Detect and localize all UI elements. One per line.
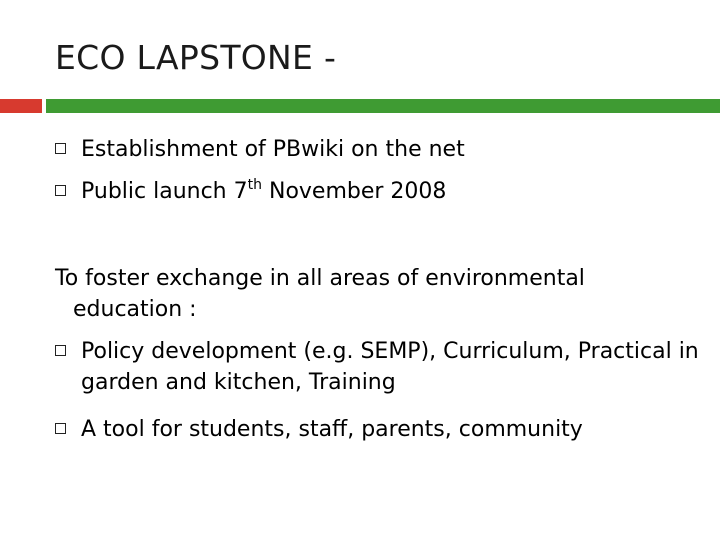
bullet-text-part: Public launch 7: [81, 179, 248, 204]
slide-title: ECO LAPSTONE -: [55, 38, 337, 77]
square-bullet-icon: [55, 423, 66, 434]
bullet-text-part: November 2008: [262, 179, 447, 204]
square-bullet-icon: [55, 143, 66, 154]
square-bullet-icon: [55, 345, 66, 356]
ordinal-superscript: th: [247, 177, 262, 193]
bullet-text: [81, 176, 701, 207]
intro-paragraph: To foster exchange in all areas of environmental education :: [55, 266, 585, 322]
square-bullet-icon: [55, 185, 66, 196]
bullet-text: A tool for students, staff, parents, community: [81, 417, 583, 442]
bullet-text: Policy development (e.g. SEMP), Curriculum, Practical in garden and kitchen, Training: [81, 339, 699, 395]
bullet-text: Establishment of PBwiki on the net: [81, 137, 465, 162]
